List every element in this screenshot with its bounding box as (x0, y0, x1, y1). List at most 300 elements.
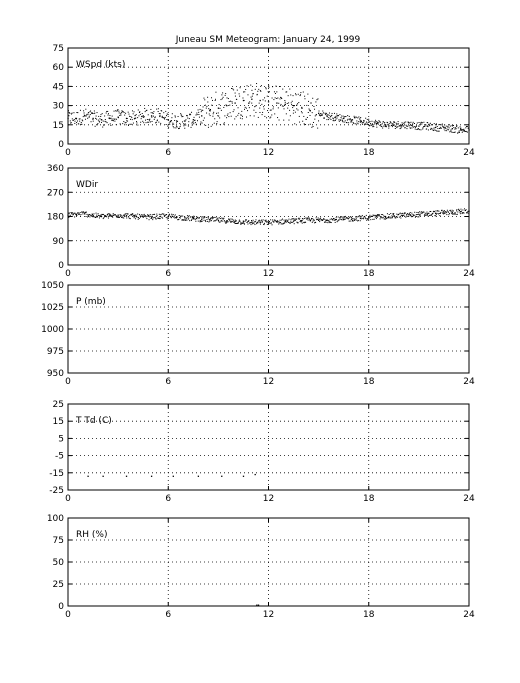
data-point (229, 219, 230, 220)
figure-title: Juneau SM Meteogram: January 24, 1999 (175, 35, 361, 45)
data-point (258, 89, 259, 90)
data-point (236, 99, 237, 100)
data-point (160, 113, 161, 114)
data-point (315, 101, 316, 102)
data-point (186, 218, 187, 219)
data-point (329, 221, 330, 222)
data-point (431, 215, 432, 216)
data-point (98, 116, 99, 117)
data-point (212, 100, 213, 101)
data-point (139, 214, 140, 215)
data-point (250, 222, 251, 223)
data-point (292, 222, 293, 223)
data-point (349, 221, 350, 222)
data-point (280, 97, 281, 98)
data-point (302, 121, 303, 122)
data-point (427, 122, 428, 123)
data-point (272, 224, 273, 225)
data-point (355, 216, 356, 217)
panel-temperature (49, 400, 475, 504)
data-point (168, 119, 169, 120)
data-point (69, 113, 70, 114)
data-point (159, 214, 160, 215)
data-point (338, 115, 339, 116)
data-point (97, 124, 98, 125)
data-point (254, 221, 255, 222)
data-point (418, 212, 419, 213)
data-point (86, 115, 87, 116)
data-point (160, 123, 161, 124)
data-point (209, 221, 210, 222)
data-point (108, 115, 109, 116)
data-point (71, 122, 72, 123)
data-point (379, 121, 380, 122)
data-point (171, 214, 172, 215)
data-point (148, 215, 149, 216)
data-point (129, 116, 130, 117)
data-point (462, 213, 463, 214)
data-point (99, 216, 100, 217)
data-point (150, 109, 151, 110)
data-point (140, 114, 141, 115)
data-point (222, 218, 223, 219)
data-point (228, 98, 229, 99)
data-point (108, 218, 109, 219)
data-point (211, 126, 212, 127)
panel-label: P (mb) (76, 297, 106, 307)
data-point (257, 222, 258, 223)
data-point (89, 214, 90, 215)
data-point (348, 122, 349, 123)
data-point (163, 112, 164, 113)
data-point (216, 220, 217, 221)
data-point (88, 216, 89, 217)
data-point (171, 217, 172, 218)
data-point (369, 216, 370, 217)
data-point (415, 129, 416, 130)
data-point (415, 217, 416, 218)
data-point (459, 130, 460, 131)
data-point (251, 97, 252, 98)
data-point (173, 214, 174, 215)
data-point (285, 219, 286, 220)
data-point (68, 217, 69, 218)
data-point (97, 112, 98, 113)
data-point (192, 125, 193, 126)
data-point (204, 99, 205, 100)
data-point (200, 220, 201, 221)
data-point (396, 216, 397, 217)
data-point (438, 124, 439, 125)
y-tick-label: 950 (46, 369, 64, 379)
data-point (351, 219, 352, 220)
data-point (200, 109, 201, 110)
data-point (442, 212, 443, 213)
data-point (250, 85, 251, 86)
data-point (358, 121, 359, 122)
x-tick-label: 6 (165, 494, 172, 504)
x-tick-label: 12 (262, 610, 275, 620)
x-tick-label: 0 (65, 269, 71, 279)
data-point (300, 92, 301, 93)
data-point (106, 121, 107, 122)
panel-rh (47, 514, 475, 620)
data-point (420, 213, 421, 214)
data-point (184, 219, 185, 220)
data-point (94, 110, 95, 111)
data-point (185, 125, 186, 126)
panel-label: WSpd (kts) (76, 60, 126, 70)
data-point (373, 215, 374, 216)
data-point (221, 94, 222, 95)
data-point (348, 218, 349, 219)
data-point (456, 210, 457, 211)
data-point (391, 125, 392, 126)
data-point (445, 128, 446, 129)
y-tick-label: 25 (52, 580, 64, 590)
data-point (204, 216, 205, 217)
data-point (227, 115, 228, 116)
data-point (406, 128, 407, 129)
data-point (317, 98, 318, 99)
data-point (266, 88, 267, 89)
data-point (209, 110, 210, 111)
data-point (80, 124, 81, 125)
data-point (281, 104, 282, 105)
data-point (108, 213, 109, 214)
data-point (395, 128, 396, 129)
data-point (162, 213, 163, 214)
data-point (94, 113, 95, 114)
data-point (378, 215, 379, 216)
data-point (291, 218, 292, 219)
data-point (356, 220, 357, 221)
data-point (351, 121, 352, 122)
data-point (281, 220, 282, 221)
data-point (76, 215, 77, 216)
y-tick-label: 0 (58, 602, 64, 612)
data-point (329, 112, 330, 113)
data-point (130, 218, 131, 219)
data-point (317, 219, 318, 220)
data-point (195, 221, 196, 222)
data-point (173, 476, 174, 477)
x-tick-label: 18 (363, 494, 375, 504)
data-point (107, 122, 108, 123)
data-point (87, 216, 88, 217)
data-point (132, 110, 133, 111)
data-point (326, 113, 327, 114)
data-point (327, 114, 328, 115)
data-point (247, 94, 248, 95)
data-point (342, 120, 343, 121)
data-point (92, 119, 93, 120)
data-point (338, 216, 339, 217)
data-point (331, 115, 332, 116)
data-point (275, 86, 276, 87)
data-point (176, 217, 177, 218)
data-point (154, 217, 155, 218)
data-point (410, 212, 411, 213)
data-point (344, 116, 345, 117)
data-point (329, 222, 330, 223)
data-point (385, 126, 386, 127)
data-point (405, 217, 406, 218)
y-tick-label: 0 (58, 261, 64, 271)
data-point (344, 219, 345, 220)
data-point (287, 220, 288, 221)
data-point (435, 210, 436, 211)
data-point (247, 110, 248, 111)
data-point (467, 132, 468, 133)
data-point (385, 125, 386, 126)
x-tick-label: 24 (463, 610, 475, 620)
data-point (313, 106, 314, 107)
data-point (169, 214, 170, 215)
data-point (276, 102, 277, 103)
data-point (271, 110, 272, 111)
data-point (389, 125, 390, 126)
data-point (245, 221, 246, 222)
data-point (193, 121, 194, 122)
data-point (314, 109, 315, 110)
y-tick-label: 975 (46, 347, 64, 357)
data-point (217, 121, 218, 122)
data-point (266, 117, 267, 118)
data-point (264, 223, 265, 224)
data-point (188, 121, 189, 122)
data-point (445, 211, 446, 212)
data-point (276, 91, 277, 92)
data-point (72, 113, 73, 114)
data-point (225, 222, 226, 223)
data-point (333, 219, 334, 220)
data-point (431, 124, 432, 125)
data-point (168, 215, 169, 216)
data-point (268, 91, 269, 92)
data-point (84, 115, 85, 116)
data-point (408, 215, 409, 216)
data-point (364, 124, 365, 125)
data-point (73, 112, 74, 113)
data-point (152, 219, 153, 220)
data-point (121, 215, 122, 216)
data-point (398, 121, 399, 122)
data-point (257, 94, 258, 95)
data-point (350, 221, 351, 222)
data-point (301, 220, 302, 221)
data-point (153, 113, 154, 114)
data-point (255, 221, 256, 222)
data-point (460, 213, 461, 214)
data-point (433, 130, 434, 131)
data-point (226, 222, 227, 223)
data-point (246, 117, 247, 118)
data-point (423, 127, 424, 128)
data-point (136, 114, 137, 115)
data-point (395, 217, 396, 218)
data-point (206, 106, 207, 107)
data-point (450, 131, 451, 132)
data-point (123, 111, 124, 112)
data-point (381, 216, 382, 217)
x-tick-label: 6 (165, 377, 172, 387)
data-point (336, 219, 337, 220)
data-point (418, 128, 419, 129)
data-point (221, 476, 222, 477)
data-point (162, 218, 163, 219)
data-point (133, 113, 134, 114)
data-point (88, 215, 89, 216)
data-point (378, 214, 379, 215)
data-point (397, 126, 398, 127)
data-point (401, 125, 402, 126)
y-tick-label: 1025 (41, 303, 64, 313)
data-point (234, 221, 235, 222)
data-point (92, 214, 93, 215)
data-point (109, 118, 110, 119)
data-point (226, 117, 227, 118)
data-point (231, 116, 232, 117)
panel-label: WDir (76, 180, 99, 190)
data-point (406, 126, 407, 127)
data-point (242, 97, 243, 98)
data-point (253, 93, 254, 94)
data-point (311, 219, 312, 220)
y-tick-label: 0 (58, 140, 64, 150)
data-point (468, 213, 469, 214)
data-point (394, 215, 395, 216)
data-point (262, 222, 263, 223)
data-point (226, 104, 227, 105)
data-point (253, 223, 254, 224)
data-point (191, 220, 192, 221)
data-point (307, 117, 308, 118)
data-point (331, 222, 332, 223)
data-point (191, 112, 192, 113)
data-point (129, 124, 130, 125)
data-point (299, 116, 300, 117)
data-point (106, 111, 107, 112)
data-point (69, 213, 70, 214)
data-point (378, 122, 379, 123)
data-point (80, 214, 81, 215)
data-point (78, 212, 79, 213)
data-point (430, 211, 431, 212)
data-point (242, 118, 243, 119)
data-point (316, 114, 317, 115)
data-point (220, 99, 221, 100)
data-point (140, 215, 141, 216)
data-point (114, 121, 115, 122)
data-point (144, 214, 145, 215)
data-point (352, 119, 353, 120)
data-point (210, 115, 211, 116)
data-point (340, 120, 341, 121)
data-point (349, 116, 350, 117)
data-point (274, 91, 275, 92)
data-point (438, 211, 439, 212)
data-point (401, 213, 402, 214)
data-point (182, 121, 183, 122)
data-point (151, 115, 152, 116)
data-point (137, 117, 138, 118)
data-point (364, 216, 365, 217)
data-point (413, 122, 414, 123)
data-point (351, 217, 352, 218)
data-point (382, 123, 383, 124)
data-point (243, 476, 244, 477)
data-point (393, 125, 394, 126)
data-point (445, 130, 446, 131)
data-point (109, 214, 110, 215)
data-point (256, 605, 257, 606)
data-point (345, 120, 346, 121)
data-point (99, 217, 100, 218)
data-point (417, 122, 418, 123)
data-point (386, 218, 387, 219)
data-point (379, 125, 380, 126)
data-point (111, 216, 112, 217)
data-point (397, 217, 398, 218)
data-point (193, 217, 194, 218)
data-point (300, 94, 301, 95)
data-point (215, 100, 216, 101)
data-point (302, 112, 303, 113)
data-point (184, 217, 185, 218)
data-point (191, 123, 192, 124)
data-point (165, 117, 166, 118)
data-point (304, 96, 305, 97)
data-point (301, 111, 302, 112)
data-point (435, 215, 436, 216)
data-point (341, 219, 342, 220)
data-point (269, 117, 270, 118)
data-point (223, 124, 224, 125)
data-point (301, 221, 302, 222)
data-point (420, 129, 421, 130)
data-point (279, 98, 280, 99)
data-point (445, 127, 446, 128)
data-point (364, 120, 365, 121)
data-point (418, 125, 419, 126)
data-point (354, 116, 355, 117)
data-point (336, 116, 337, 117)
data-point (287, 108, 288, 109)
data-point (293, 220, 294, 221)
data-point (275, 97, 276, 98)
data-point (139, 111, 140, 112)
data-point (174, 216, 175, 217)
data-point (115, 110, 116, 111)
data-point (358, 116, 359, 117)
data-point (455, 213, 456, 214)
data-point (269, 221, 270, 222)
panel-wdir (47, 164, 475, 279)
data-point (112, 120, 113, 121)
x-tick-label: 18 (363, 377, 375, 387)
data-point (424, 214, 425, 215)
data-point (311, 127, 312, 128)
data-point (260, 100, 261, 101)
data-point (366, 220, 367, 221)
data-point (269, 223, 270, 224)
data-point (336, 217, 337, 218)
data-point (149, 219, 150, 220)
data-point (240, 118, 241, 119)
data-point (375, 120, 376, 121)
data-point (394, 216, 395, 217)
